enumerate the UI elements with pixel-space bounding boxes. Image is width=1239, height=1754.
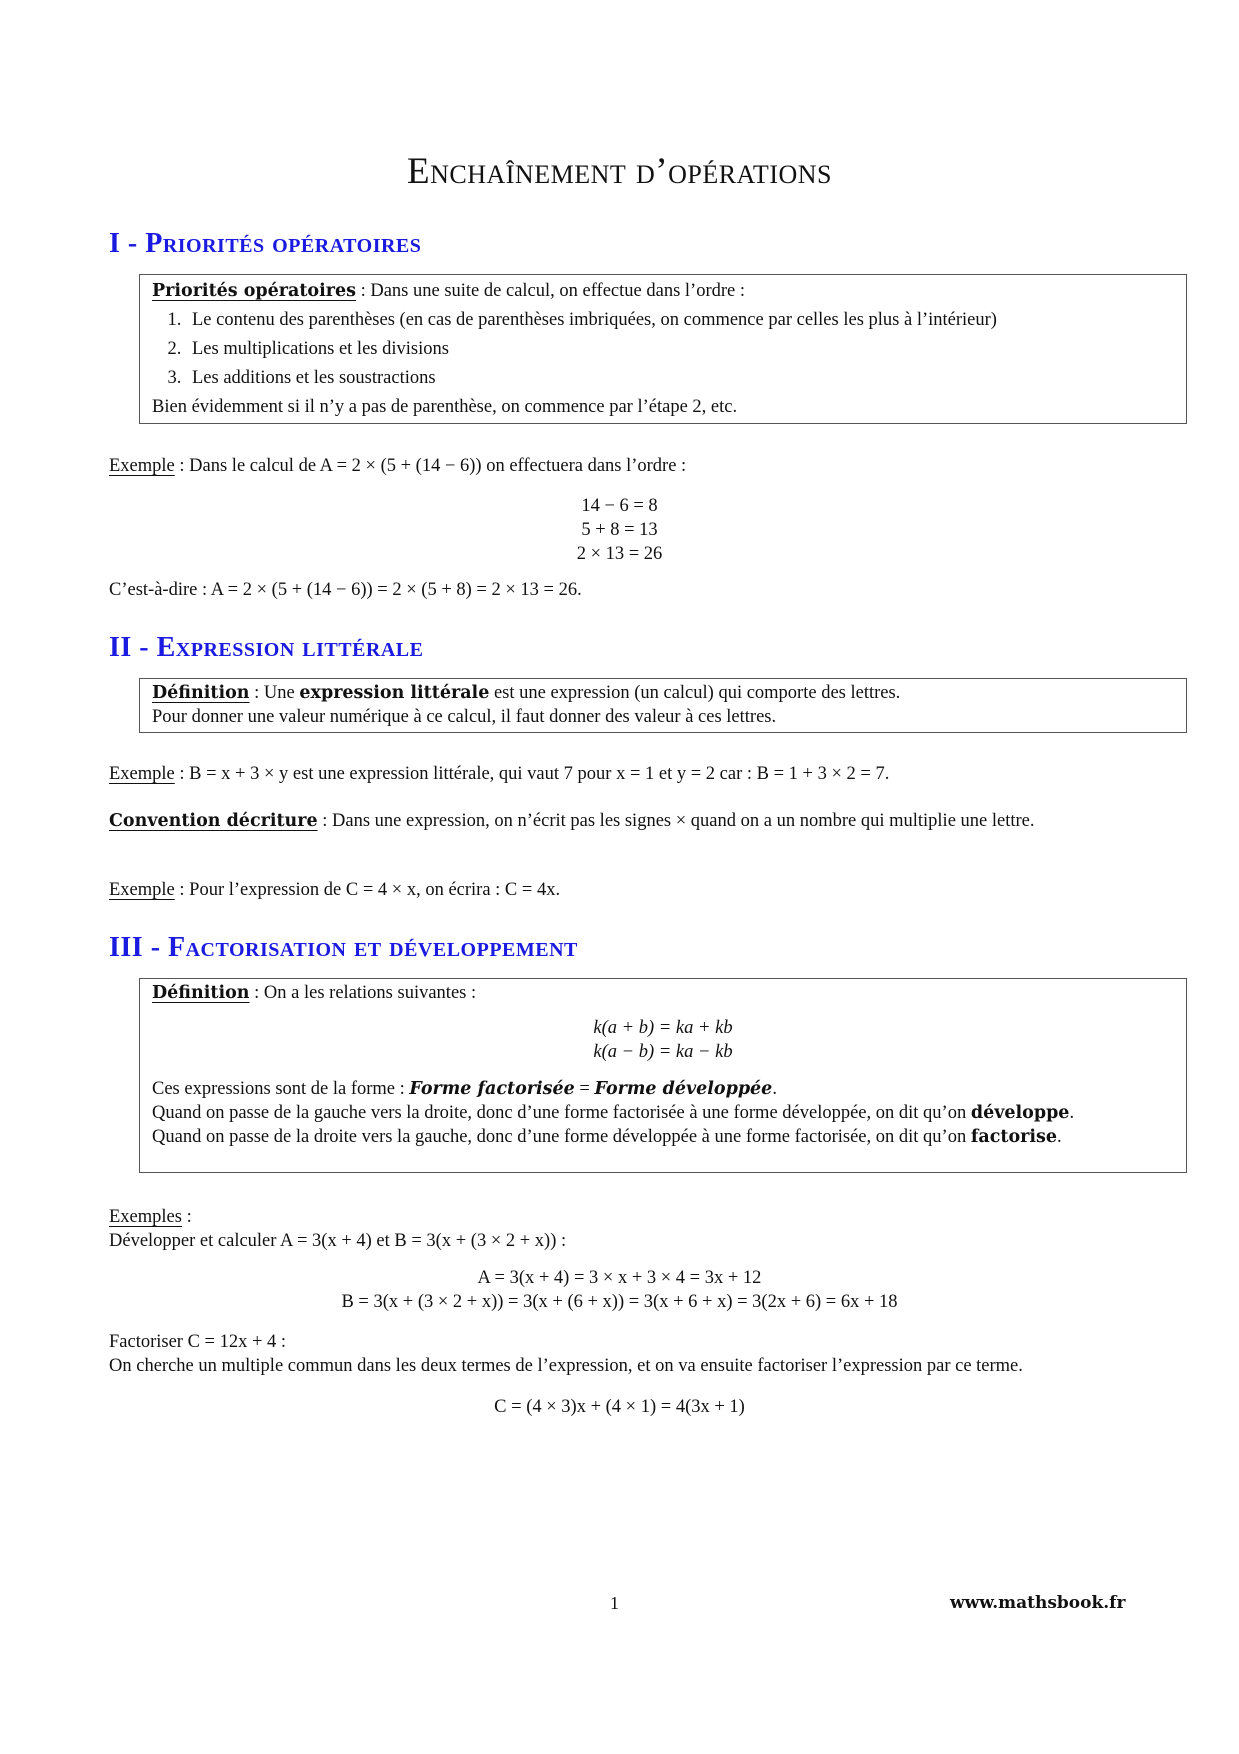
develop-prompt: Développer et calculer A = 3(x + 4) et B = 3(x + (3 × 2 + x)) :	[109, 1231, 567, 1251]
priorities-outro: Bien évidemment si il n’y a pas de parenthèse, on commence par l’étape 2, etc.	[152, 397, 738, 417]
formula: k(a + b) = ka + kb	[593, 1018, 733, 1038]
example-label: Exemple	[109, 764, 175, 784]
priorities-label: Priorités opératoires	[152, 281, 356, 301]
examples-heading	[109, 1205, 1139, 1229]
section-3-heading: III - Factorisation et développement	[109, 932, 578, 963]
develop-result: A = 3(x + 4) = 3 × x + 3 × 4 = 3x + 12	[477, 1268, 762, 1288]
list-item: 3. Les additions et les soustractions	[186, 364, 1174, 393]
definition-line	[152, 981, 1174, 1005]
develop-line	[152, 1101, 1174, 1125]
definition-line	[152, 681, 1174, 705]
calc-step: 2 × 13 = 26	[576, 544, 663, 564]
form-line	[152, 1077, 1174, 1101]
factorise-end: .	[1056, 1127, 1062, 1147]
priorities-intro-line	[152, 277, 1174, 306]
factorise-word: factorise	[970, 1127, 1057, 1147]
website-url: www.mathsbook.fr	[950, 1593, 1126, 1613]
section-2-heading: II - Expression littérale	[109, 632, 424, 663]
definition-post: est une expression (un calcul) qui comporte des lettres.	[489, 683, 901, 703]
example-text: : B = x + 3 × y est une expression littérale, qui vaut 7 pour x = 1 et y = 2 car : B = 1 + 3 × 2 = 7.	[174, 764, 890, 784]
develop-pre: Quand on passe de la gauche vers la droite, donc d’une forme factorisée à une forme développée, on dit qu’on	[152, 1103, 971, 1123]
definition-label: Définition	[152, 683, 250, 703]
example-label: Exemple	[109, 880, 175, 900]
example-text: : Pour l’expression de C = 4 × x, on écrira : C = 4x.	[174, 880, 561, 900]
formula: k(a − b) = ka − kb	[593, 1042, 733, 1062]
definition-label: Définition	[152, 983, 250, 1003]
list-item: 1. Le contenu des parenthèses (en cas de parenthèses imbriquées, on commence par celles les plus à l’intérieur)	[186, 306, 1174, 335]
factorisation-definition-box	[139, 978, 1187, 1173]
example-label: Exemple	[109, 456, 175, 476]
develop-result: B = 3(x + (3 × 2 + x)) = 3(x + (6 + x)) = 3(x + 6 + x) = 3(2x + 6) = 6x + 18	[341, 1292, 898, 1312]
definition-intro: : On a les relations suivantes :	[249, 983, 477, 1003]
factor-explain: On cherche un multiple commun dans les deux termes de l’expression, et on va ensuite factoriser l’expression par ce terme.	[109, 1356, 1023, 1376]
form-end: .	[772, 1079, 777, 1099]
example-1-conclusion: C’est-à-dire : A = 2 × (5 + (14 − 6)) = 2 × (5 + 8) = 2 × 13 = 26.	[109, 580, 582, 600]
form-factorised: Forme factorisée	[409, 1079, 575, 1099]
priorities-box	[139, 274, 1187, 424]
factorise-pre: Quand on passe de la droite vers la gauche, donc d’une forme développée à une forme factorisée, on dit qu’on	[152, 1127, 971, 1147]
definition-pre: : Une	[249, 683, 300, 703]
definition-line-2: Pour donner une valeur numérique à ce calcul, il faut donner des valeur à ces lettres.	[152, 707, 777, 727]
calc-step: 14 − 6 = 8	[581, 496, 658, 516]
example-text: : Dans le calcul de A = 2 × (5 + (14 − 6)) on effectuera dans l’ordre :	[174, 456, 687, 476]
develop-word: développe	[970, 1103, 1070, 1123]
priorities-list	[152, 306, 1174, 393]
page-title: Enchaînement d’opérations	[406, 151, 832, 192]
section-1-heading: I - Priorités opératoires	[109, 228, 422, 259]
examples-colon: :	[181, 1207, 192, 1227]
convention-paragraph	[109, 809, 1139, 833]
example-3-line	[109, 878, 1139, 902]
convention-label: Convention décriture	[109, 811, 318, 831]
factorise-line	[152, 1125, 1174, 1149]
calc-step: 5 + 8 = 13	[581, 520, 658, 540]
literal-definition-box	[139, 678, 1187, 733]
develop-end: .	[1069, 1103, 1075, 1123]
example-2-line	[109, 762, 1139, 786]
factor-result: C = (4 × 3)x + (4 × 1) = 4(3x + 1)	[494, 1397, 745, 1417]
factor-prompt: Factoriser C = 12x + 4 :	[109, 1332, 287, 1352]
form-pre: Ces expressions sont de la forme :	[152, 1079, 410, 1099]
convention-text: : Dans une expression, on n’écrit pas les signes × quand on a un nombre qui multiplie une lettre.	[317, 811, 1035, 831]
priorities-intro: : Dans une suite de calcul, on effectue dans l’ordre :	[355, 281, 745, 301]
examples-label: Exemples	[109, 1207, 182, 1227]
form-developed: Forme développée	[594, 1079, 773, 1099]
definition-term: expression littérale	[299, 683, 490, 703]
list-item: 2. Les multiplications et les divisions	[186, 335, 1174, 364]
form-equals: =	[574, 1079, 595, 1099]
page-number: 1	[610, 1593, 619, 1613]
example-1-line	[109, 454, 1139, 478]
